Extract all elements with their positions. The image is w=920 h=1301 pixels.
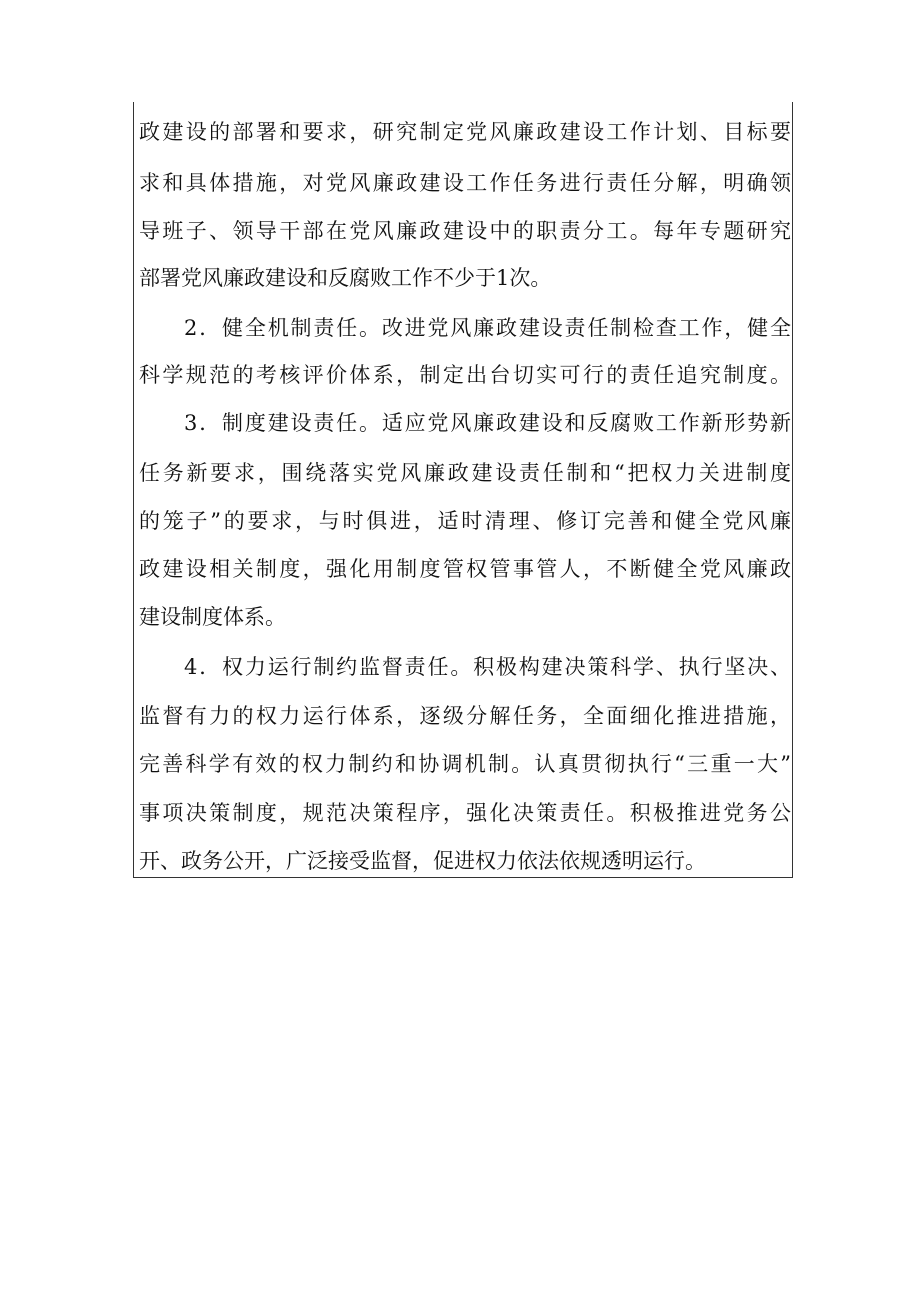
text-line-10: 政建设相关制度，强化用制度管权管事管人，不断健全党风廉政 [139, 557, 791, 581]
text-line-9: 的笼子”的要求，与时俱进，适时清理、修订完善和健全党风廉 [139, 509, 791, 533]
text-line-8: 任务新要求，围绕落实党风廉政建设责任制和“把权力关进制度 [139, 461, 791, 485]
text-line-14: 完善科学有效的权力制约和协调机制。认真贯彻执行“三重一大” [139, 752, 791, 776]
text-line-3: 导班子、领导干部在党风廉政建设中的职责分工。每年专题研究 [139, 219, 791, 243]
text-line-4: 部署党风廉政建设和反腐败工作不少于1次。 [139, 266, 552, 290]
text-line-5: 2．健全机制责任。改进党风廉政建设责任制检查工作，健全 [184, 316, 791, 340]
text-line-7: 3．制度建设责任。适应党风廉政建设和反腐败工作新形势新 [184, 411, 791, 435]
text-line-12: 4．权力运行制约监督责任。积极构建决策科学、执行坚决、 [184, 655, 791, 679]
text-line-6: 科学规范的考核评价体系，制定出台切实可行的责任追究制度。 [139, 363, 791, 387]
text-line-13: 监督有力的权力运行体系，逐级分解任务，全面细化推进措施， [139, 704, 791, 728]
text-line-1: 政建设的部署和要求，研究制定党风廉政建设工作计划、目标要 [139, 120, 791, 144]
text-line-16: 开、政务公开，广泛接受监督，促进权力依法依规透明运行。 [139, 849, 706, 873]
text-line-15: 事项决策制度，规范决策程序，强化决策责任。积极推进党务公 [139, 801, 791, 825]
text-line-2: 求和具体措施，对党风廉政建设工作任务进行责任分解，明确领 [139, 171, 791, 195]
text-line-11: 建设制度体系。 [139, 605, 286, 629]
